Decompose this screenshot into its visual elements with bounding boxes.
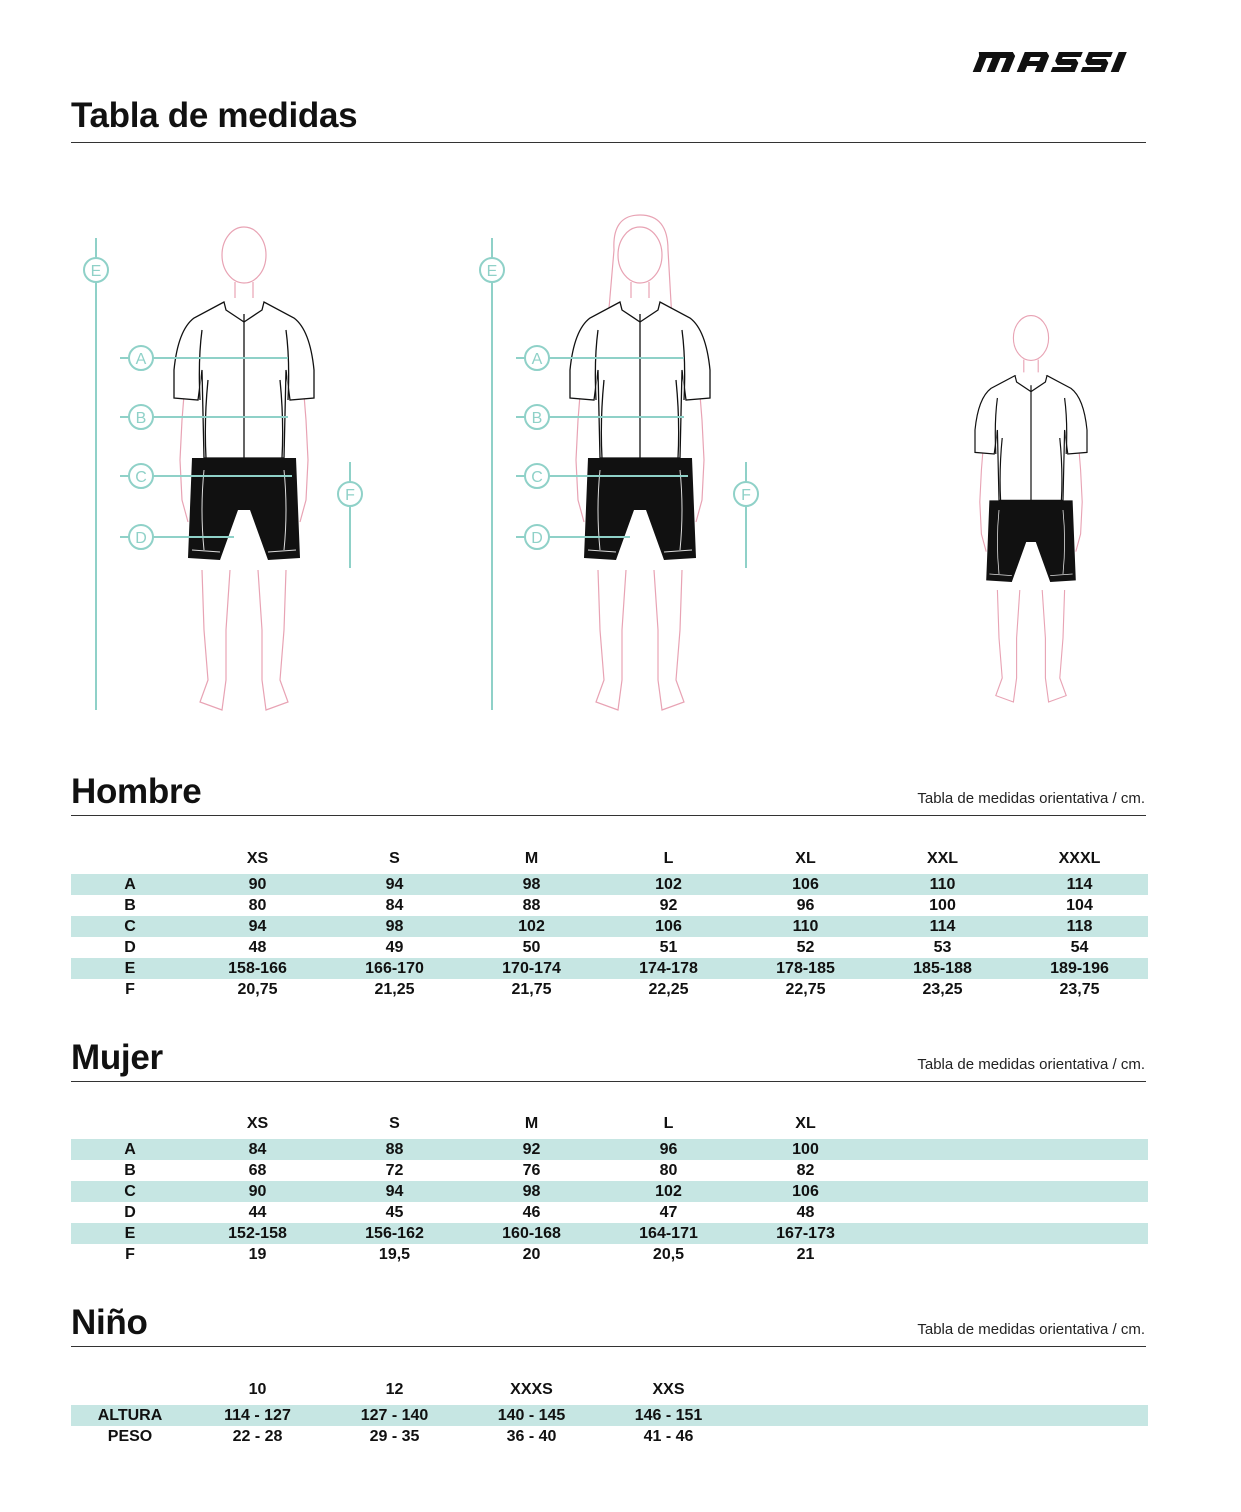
table-cell: 19 xyxy=(248,1246,267,1263)
marker-f xyxy=(338,482,362,506)
section-divider-nino xyxy=(71,1346,1146,1347)
table-cell: 52 xyxy=(796,939,815,956)
empty-cell xyxy=(874,1405,1011,1426)
empty-cell xyxy=(874,1139,1011,1160)
table-cell: 23,25 xyxy=(922,981,963,998)
table-header-row xyxy=(71,844,1148,874)
table-cell: 44 xyxy=(248,1204,267,1221)
section-title-nino: Niño xyxy=(71,1303,148,1342)
size-header: XL xyxy=(795,1115,816,1132)
table-cell: 92 xyxy=(659,897,678,914)
table-row xyxy=(71,916,1148,937)
size-table-hombre xyxy=(71,844,1148,1000)
table-cell: 22,25 xyxy=(648,981,689,998)
table-cell: 21 xyxy=(796,1246,815,1263)
row-label: B xyxy=(124,1162,136,1179)
table-cell: 21,75 xyxy=(511,981,552,998)
table-cell: 178-185 xyxy=(737,958,874,979)
section-divider-hombre xyxy=(71,815,1146,816)
row-label: C xyxy=(71,1181,189,1202)
marker-d xyxy=(129,525,153,549)
table-cell: 100 xyxy=(737,1139,874,1160)
table-cell: 152-158 xyxy=(189,1223,326,1244)
empty-cell xyxy=(1011,1244,1148,1265)
empty-cell xyxy=(737,1426,874,1447)
svg-text:E: E xyxy=(486,263,498,280)
title-divider xyxy=(71,142,1146,143)
size-header: S xyxy=(389,850,400,867)
row-label: PESO xyxy=(107,1428,153,1445)
table-cell: 21,25 xyxy=(374,981,415,998)
header-blank xyxy=(1011,1109,1148,1139)
table-cell: 50 xyxy=(522,939,541,956)
table-cell: 110 xyxy=(874,874,1011,895)
empty-cell xyxy=(874,1181,1011,1202)
size-header: L xyxy=(663,850,674,867)
svg-text:C: C xyxy=(135,469,147,486)
row-label: F xyxy=(125,981,135,998)
table-cell: 88 xyxy=(522,897,541,914)
row-label: E xyxy=(71,1223,189,1244)
table-row xyxy=(71,1223,1148,1244)
header-blank xyxy=(874,1375,1011,1405)
table-cell: 102 xyxy=(463,916,600,937)
size-header: XS xyxy=(246,850,269,867)
size-table-nino xyxy=(71,1375,1148,1447)
table-cell: 98 xyxy=(463,874,600,895)
table-row xyxy=(71,1405,1148,1426)
table-row xyxy=(71,1426,1148,1447)
svg-text:D: D xyxy=(135,530,147,547)
table-row xyxy=(71,958,1148,979)
svg-text:A: A xyxy=(531,351,543,368)
table-cell: 106 xyxy=(600,916,737,937)
size-table-mujer xyxy=(71,1109,1148,1265)
empty-cell xyxy=(874,1244,1011,1265)
table-row xyxy=(71,1139,1148,1160)
svg-text:B: B xyxy=(135,410,147,427)
size-header: M xyxy=(524,850,539,867)
table-cell: 146 - 151 xyxy=(600,1405,737,1426)
table-cell: 72 xyxy=(385,1162,404,1179)
marker-e xyxy=(480,258,504,282)
empty-cell xyxy=(1011,1160,1148,1181)
section-note-nino: Tabla de medidas orientativa / cm. xyxy=(917,1321,1145,1338)
table-cell: 96 xyxy=(796,897,815,914)
man-figure xyxy=(174,227,314,710)
empty-cell xyxy=(1011,1426,1148,1447)
empty-cell xyxy=(874,1202,1011,1223)
table-cell: 20 xyxy=(522,1246,541,1263)
table-cell: 84 xyxy=(385,897,404,914)
header-blank xyxy=(71,1375,189,1405)
svg-text:E: E xyxy=(90,263,102,280)
table-cell: 80 xyxy=(659,1162,678,1179)
table-header-row xyxy=(71,1109,1148,1139)
section-note-hombre: Tabla de medidas orientativa / cm. xyxy=(917,790,1145,807)
measurement-figures xyxy=(0,210,1241,730)
section-note-mujer: Tabla de medidas orientativa / cm. xyxy=(917,1056,1145,1073)
table-cell: 185-188 xyxy=(874,958,1011,979)
size-header: 12 xyxy=(385,1381,404,1398)
header-blank xyxy=(71,1109,189,1139)
table-cell: 140 - 145 xyxy=(463,1405,600,1426)
svg-text:B: B xyxy=(531,410,543,427)
table-cell: 166-170 xyxy=(326,958,463,979)
table-cell: 48 xyxy=(796,1204,815,1221)
table-cell: 164-171 xyxy=(600,1223,737,1244)
size-header: L xyxy=(663,1115,674,1132)
table-cell: 49 xyxy=(385,939,404,956)
table-cell: 53 xyxy=(933,939,952,956)
table-cell: 174-178 xyxy=(600,958,737,979)
row-label: D xyxy=(124,939,136,956)
table-cell: 80 xyxy=(248,897,267,914)
table-cell: 45 xyxy=(385,1204,404,1221)
header-blank xyxy=(71,844,189,874)
table-row xyxy=(71,979,1148,1000)
table-cell: 19,5 xyxy=(378,1246,411,1263)
empty-cell xyxy=(1011,1202,1148,1223)
row-label: D xyxy=(124,1204,136,1221)
table-cell: 41 - 46 xyxy=(643,1428,694,1445)
header-blank xyxy=(874,1109,1011,1139)
size-header: S xyxy=(389,1115,400,1132)
row-label: B xyxy=(124,897,136,914)
size-header: 10 xyxy=(248,1381,267,1398)
table-cell: 94 xyxy=(326,874,463,895)
massi-logo-wordmark xyxy=(968,44,1148,78)
size-header: XXL xyxy=(926,850,959,867)
section-title-mujer: Mujer xyxy=(71,1038,163,1077)
marker-b xyxy=(525,405,549,429)
size-header: XL xyxy=(795,850,816,867)
table-cell: 90 xyxy=(189,874,326,895)
table-cell: 114 xyxy=(1011,874,1148,895)
table-cell: 114 xyxy=(874,916,1011,937)
table-cell: 23,75 xyxy=(1059,981,1100,998)
table-cell: 170-174 xyxy=(463,958,600,979)
table-cell: 98 xyxy=(463,1181,600,1202)
size-header: M xyxy=(524,1115,539,1132)
table-cell: 127 - 140 xyxy=(326,1405,463,1426)
table-row xyxy=(71,937,1148,958)
table-cell: 68 xyxy=(248,1162,267,1179)
empty-cell xyxy=(1011,1223,1148,1244)
svg-text:F: F xyxy=(741,487,751,504)
table-cell: 118 xyxy=(1011,916,1148,937)
table-cell: 102 xyxy=(600,874,737,895)
table-cell: 156-162 xyxy=(326,1223,463,1244)
table-cell: 88 xyxy=(326,1139,463,1160)
header-blank xyxy=(737,1375,874,1405)
size-header: XS xyxy=(246,1115,269,1132)
woman-figure xyxy=(570,215,710,710)
size-header: XXXL xyxy=(1058,850,1101,867)
table-cell: 90 xyxy=(189,1181,326,1202)
table-row xyxy=(71,1202,1148,1223)
table-row xyxy=(71,874,1148,895)
table-cell: 29 - 35 xyxy=(369,1428,420,1445)
table-cell: 51 xyxy=(659,939,678,956)
section-title-hombre: Hombre xyxy=(71,772,202,811)
table-row xyxy=(71,1181,1148,1202)
header-blank xyxy=(1011,1375,1148,1405)
marker-e xyxy=(84,258,108,282)
page-title: Tabla de medidas xyxy=(71,96,358,135)
table-cell: 106 xyxy=(737,874,874,895)
svg-text:D: D xyxy=(531,530,543,547)
table-cell: 94 xyxy=(326,1181,463,1202)
empty-cell xyxy=(737,1405,874,1426)
table-cell: 22,75 xyxy=(785,981,826,998)
svg-text:F: F xyxy=(345,487,355,504)
marker-a xyxy=(525,346,549,370)
table-cell: 46 xyxy=(522,1204,541,1221)
row-label: A xyxy=(71,874,189,895)
row-label: ALTURA xyxy=(71,1405,189,1426)
table-cell: 82 xyxy=(796,1162,815,1179)
empty-cell xyxy=(874,1160,1011,1181)
empty-cell xyxy=(1011,1139,1148,1160)
section-divider-mujer xyxy=(71,1081,1146,1082)
table-cell: 98 xyxy=(326,916,463,937)
figures-illustration xyxy=(0,210,1241,730)
empty-cell xyxy=(874,1426,1011,1447)
table-cell: 96 xyxy=(600,1139,737,1160)
row-label: A xyxy=(71,1139,189,1160)
table-cell: 92 xyxy=(463,1139,600,1160)
table-cell: 102 xyxy=(600,1181,737,1202)
table-row xyxy=(71,895,1148,916)
table-cell: 20,5 xyxy=(652,1246,685,1263)
marker-f xyxy=(734,482,758,506)
size-header: XXXS xyxy=(510,1381,553,1398)
svg-text:C: C xyxy=(531,469,543,486)
row-label: F xyxy=(125,1246,135,1263)
table-cell: 189-196 xyxy=(1011,958,1148,979)
table-cell: 20,75 xyxy=(237,981,278,998)
table-cell: 160-168 xyxy=(463,1223,600,1244)
massi-logo xyxy=(968,44,1148,78)
empty-cell xyxy=(1011,1181,1148,1202)
empty-cell xyxy=(1011,1405,1148,1426)
table-cell: 76 xyxy=(522,1162,541,1179)
table-cell: 158-166 xyxy=(189,958,326,979)
table-row xyxy=(71,1244,1148,1265)
table-cell: 106 xyxy=(737,1181,874,1202)
table-cell: 47 xyxy=(659,1204,678,1221)
child-figure xyxy=(975,316,1087,702)
table-cell: 167-173 xyxy=(737,1223,874,1244)
table-cell: 94 xyxy=(189,916,326,937)
size-header: XXS xyxy=(652,1381,685,1398)
marker-d xyxy=(525,525,549,549)
table-cell: 48 xyxy=(248,939,267,956)
table-cell: 84 xyxy=(189,1139,326,1160)
row-label: E xyxy=(71,958,189,979)
empty-cell xyxy=(874,1223,1011,1244)
row-label: C xyxy=(71,916,189,937)
table-header-row xyxy=(71,1375,1148,1405)
table-cell: 104 xyxy=(1066,897,1093,914)
marker-c xyxy=(129,464,153,488)
marker-c xyxy=(525,464,549,488)
table-cell: 22 - 28 xyxy=(232,1428,283,1445)
table-cell: 110 xyxy=(737,916,874,937)
marker-b xyxy=(129,405,153,429)
table-cell: 36 - 40 xyxy=(506,1428,557,1445)
table-row xyxy=(71,1160,1148,1181)
svg-text:A: A xyxy=(135,351,147,368)
table-cell: 114 - 127 xyxy=(189,1405,326,1426)
marker-a xyxy=(129,346,153,370)
table-cell: 100 xyxy=(929,897,956,914)
table-cell: 54 xyxy=(1070,939,1089,956)
